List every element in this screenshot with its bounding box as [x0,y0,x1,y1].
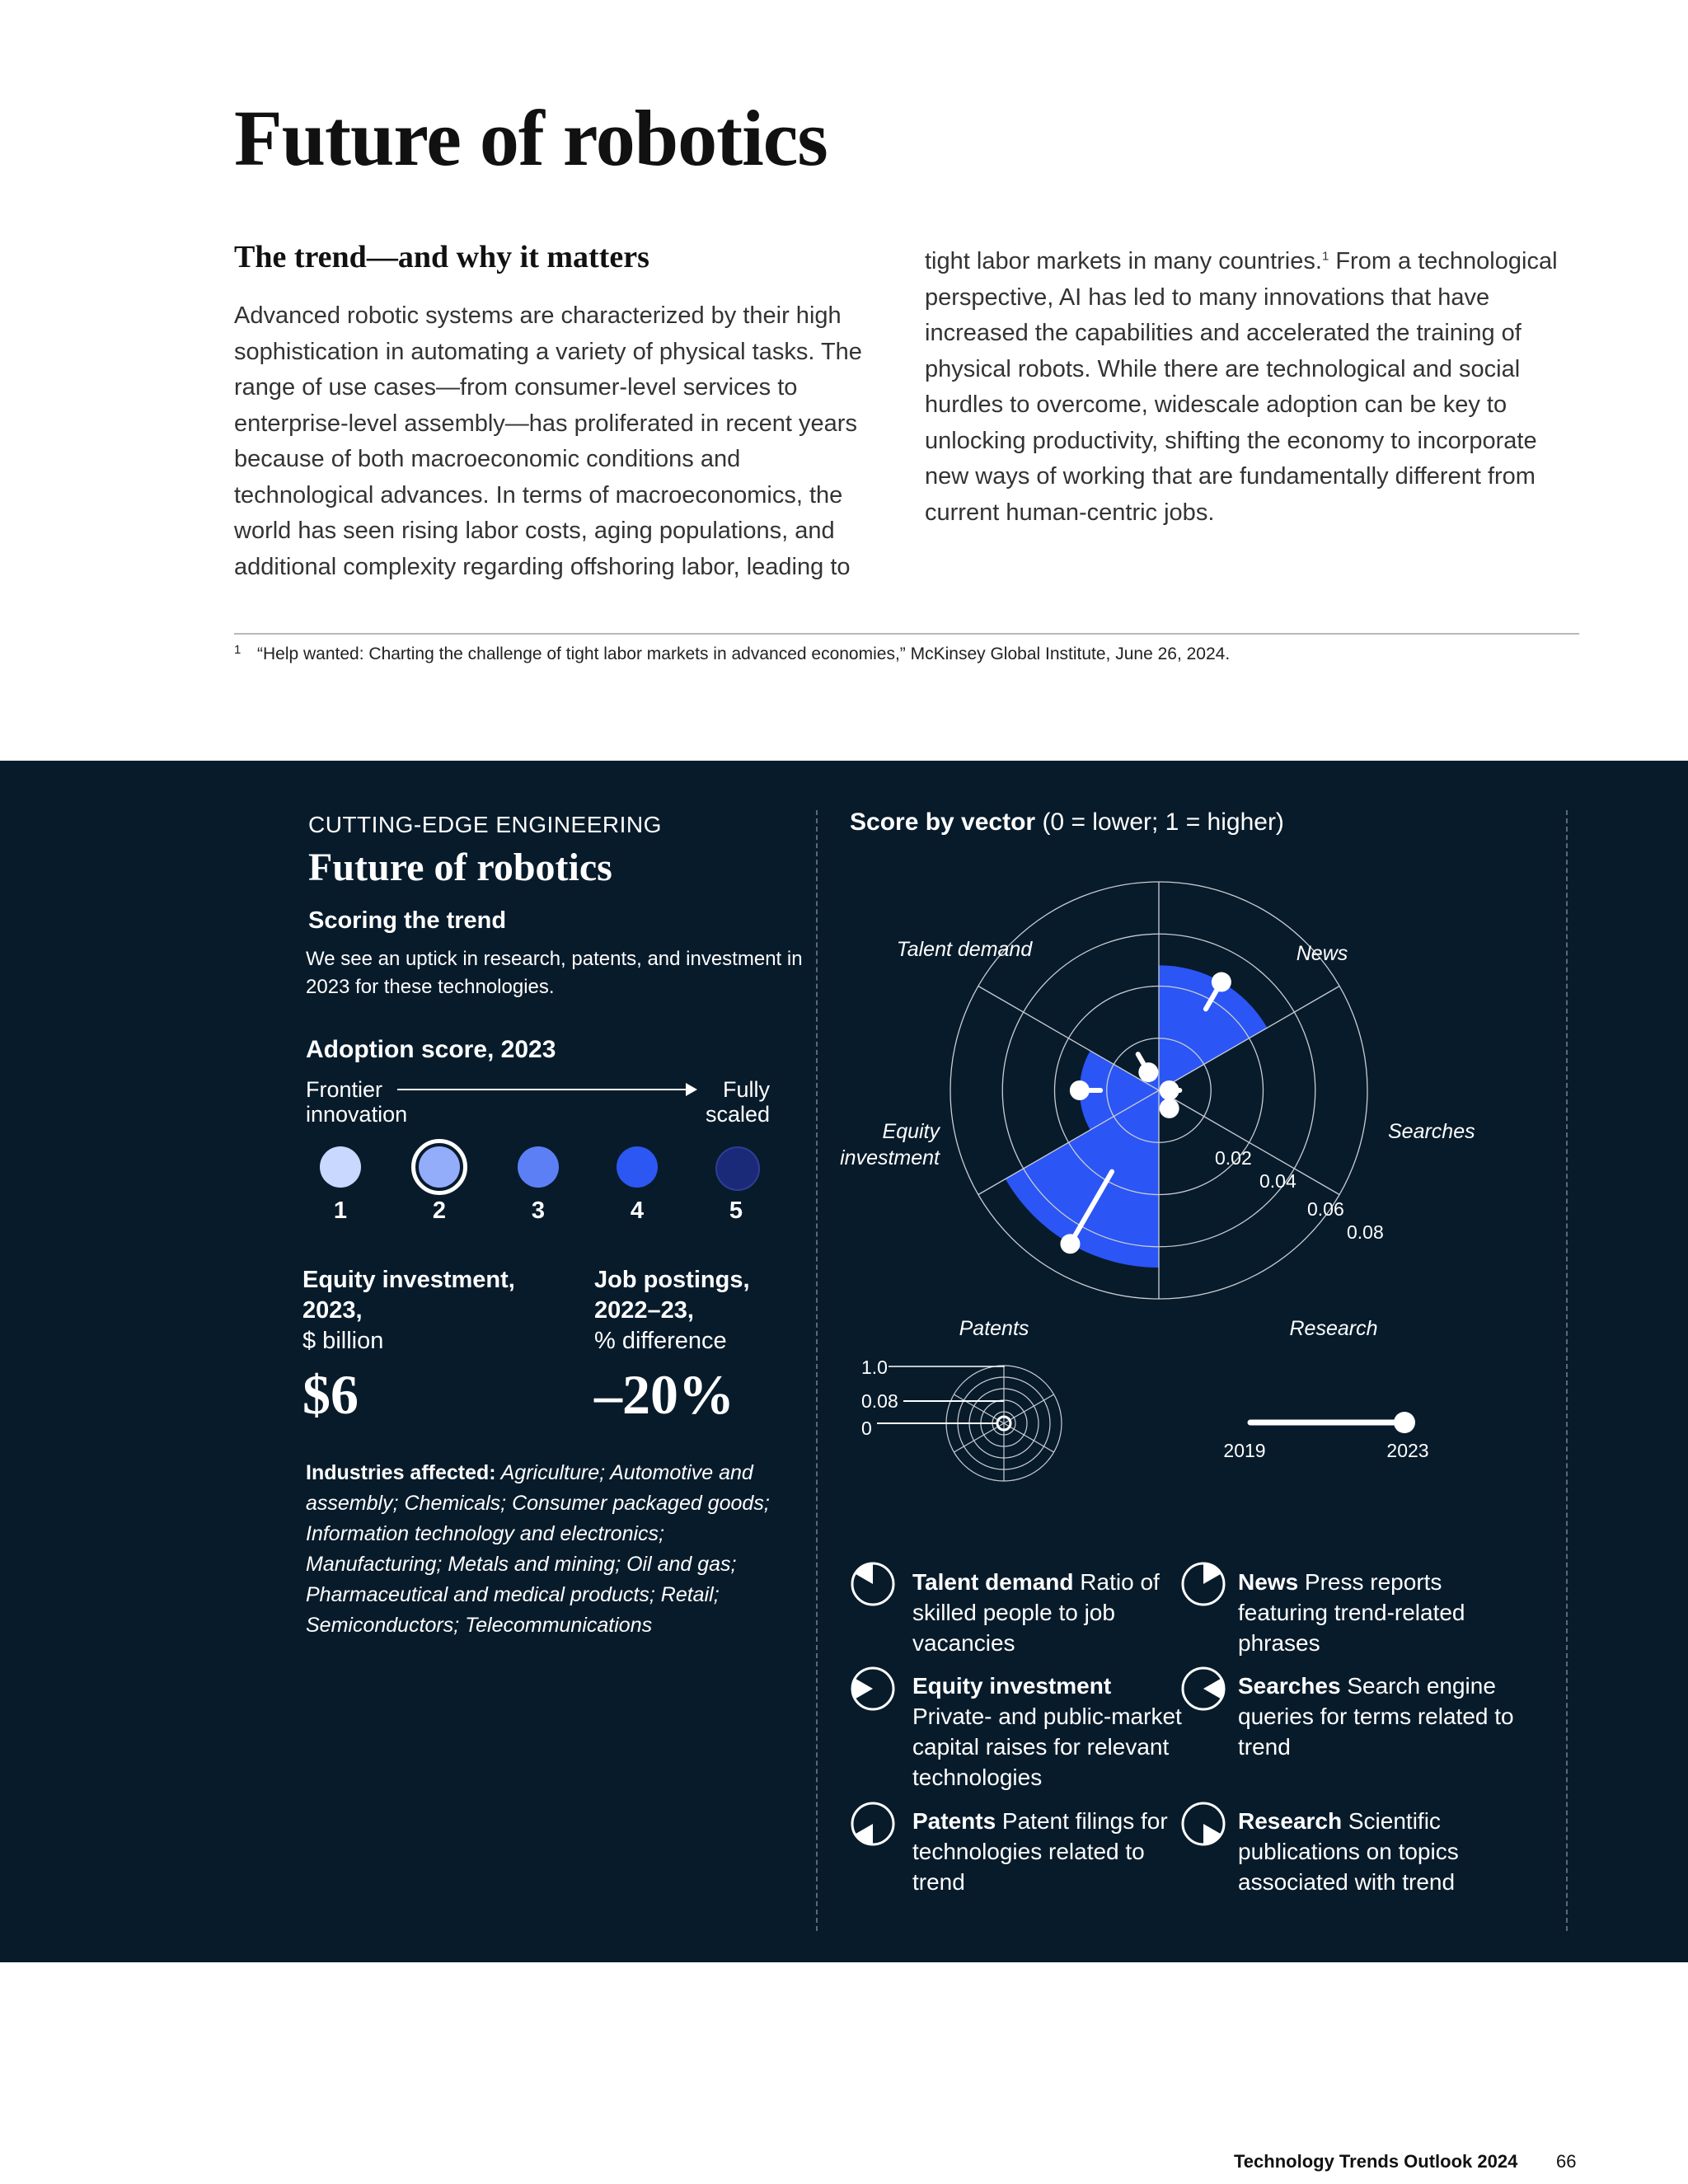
section-heading: The trend—and why it matters [234,240,649,274]
radar-2023-point-1 [1160,1080,1179,1100]
radar-axis-label: Patents [959,1317,1029,1340]
key-zero-value: 0 [861,1418,872,1439]
radar-axis-label: Equity [882,1120,940,1143]
searches-icon [1180,1666,1226,1712]
key-mid-value: 0.08 [861,1390,898,1412]
research-icon [1180,1801,1226,1847]
panel-title: Future of robotics [308,846,612,889]
industries-affected: Industries affected: Agriculture; Automotive and assembly; Chemicals; Consumer packaged goods; Information technology and electronics; Manufacturing; Metals and mining; Oil and gas; Pharmaceutical and medical products; Retail; Semiconductors; Telecommunications [306,1461,770,1637]
jobs-stat-value: –20% [594,1363,734,1426]
radar-axis-label: Searches [1388,1120,1475,1143]
patents-icon [850,1801,896,1847]
equity-investment-icon [850,1666,896,1712]
news-icon [1180,1561,1226,1607]
adoption-dot-3 [518,1146,559,1188]
radar-ring-label: 0.08 [1347,1221,1384,1243]
adoption-level-label: 4 [630,1197,645,1224]
trend-panel [0,761,1688,1962]
radar-axis-label: Research [1289,1317,1378,1340]
legend-item-patents: Patents Patent filings for technologies related to trend [912,1808,1168,1895]
adoption-level-label: 1 [333,1197,348,1224]
radar-chart [824,843,1533,1535]
adoption-level-label: 3 [531,1197,546,1224]
radar-axis-label: News [1296,942,1348,965]
radar-ring-label: 0.04 [1259,1170,1296,1192]
adoption-dot-5 [715,1146,760,1191]
key-year-start: 2019 [1223,1440,1266,1461]
radar-ring-label: 0.06 [1307,1198,1344,1220]
radar-2023-point-3 [1060,1234,1080,1254]
radar-axis-label: Talent demand [896,938,1033,961]
radar-2023-point-2 [1160,1099,1179,1118]
footnote-divider [234,633,1579,635]
footer-publication: Technology Trends Outlook 2024 [1234,2151,1518,2172]
equity-stat-label: Equity investment, 2023, $ billion [302,1267,515,1354]
adoption-selected-ring [411,1139,467,1195]
legend-item-talent-demand: Talent demand Ratio of skilled people to job vacancies [912,1569,1160,1656]
radar-2023-point-4 [1070,1080,1090,1100]
legend-item-news: News Press reports featuring trend-related phrases [1238,1569,1465,1656]
article-right-text-b: From a technological perspective, AI has led to many innovations that have increased the capabilities and accelerated the training of physical robots. While there are technological and social hurdles to overcome, widescale adoption can be key to unlocking productivity, shifting the economy to incorporate new ways of working that are fundamentally different from current human-centric jobs. [925,248,1558,526]
jobs-stat-label: Job postings, 2022–23, % difference [594,1267,750,1354]
equity-stat-value: $6 [302,1363,359,1426]
adoption-dot-4 [617,1146,658,1188]
scoring-text: We see an uptick in research, patents, and investment in 2023 for these technologies. [306,948,803,998]
footnote-number: 1 [234,643,241,657]
panel-right-border [1566,810,1568,1931]
page-title: Future of robotics [234,94,828,182]
scale-arrow [397,1089,694,1090]
legend-item-equity-investment: Equity investment Private- and public-market capital raises for relevant technologies [912,1673,1182,1790]
talent-demand-icon [850,1561,896,1607]
article-left-column: Advanced robotic systems are characterized by their high sophistication in automating a variety of physical tasks. The range of use cases—from consumer-level services to enterprise-level assembly—has proliferated in recent years because of both macroeconomic conditions and technological advances. In terms of macroeconomics, the world has seen rising labor costs, aging populations, and additional complexity regarding offshoring labor, leading to [234,302,862,580]
radar-ring-label: 0.02 [1215,1147,1252,1169]
adoption-level-label: 5 [729,1197,743,1224]
radar-spoke-2 [1159,1090,1339,1195]
radar-sector-3 [1006,1090,1159,1268]
adoption-dot-1 [320,1146,361,1188]
radar-2023-point-0 [1212,972,1231,992]
scale-right-label: Fully scaled [705,1077,770,1127]
radar-axis-label: investment [840,1146,940,1169]
legend-item-searches: Searches Search engine queries for terms related to trend [1238,1673,1514,1760]
footnote-ref[interactable]: 1 [1321,249,1329,264]
footnote-text: “Help wanted: Charting the challenge of tight labor markets in advanced economies,” McKinsey Global Institute, June 26, 2024. [257,644,1231,663]
legend-item-research: Research Scientific publications on topics associated with trend [1238,1808,1459,1895]
key-timeline-dot [1394,1412,1415,1433]
radar-spoke-5 [978,987,1159,1091]
adoption-heading: Adoption score, 2023 [306,1036,556,1063]
key-year-end: 2023 [1386,1440,1429,1461]
key-outer-value: 1.0 [861,1357,888,1378]
radar-2023-point-5 [1138,1062,1158,1082]
scoring-heading: Scoring the trend [308,907,507,934]
article-right-text-a: tight labor markets in many countries. [925,248,1322,274]
article-right-column [925,244,1584,531]
panel-eyebrow: CUTTING-EDGE ENGINEERING [308,812,662,837]
page-number: 66 [1556,2151,1577,2172]
scale-left-label: Frontier innovation [306,1077,408,1127]
chart-title: Score by vector (0 = lower; 1 = higher) [850,808,1284,836]
adoption-level-label: 2 [432,1197,447,1224]
